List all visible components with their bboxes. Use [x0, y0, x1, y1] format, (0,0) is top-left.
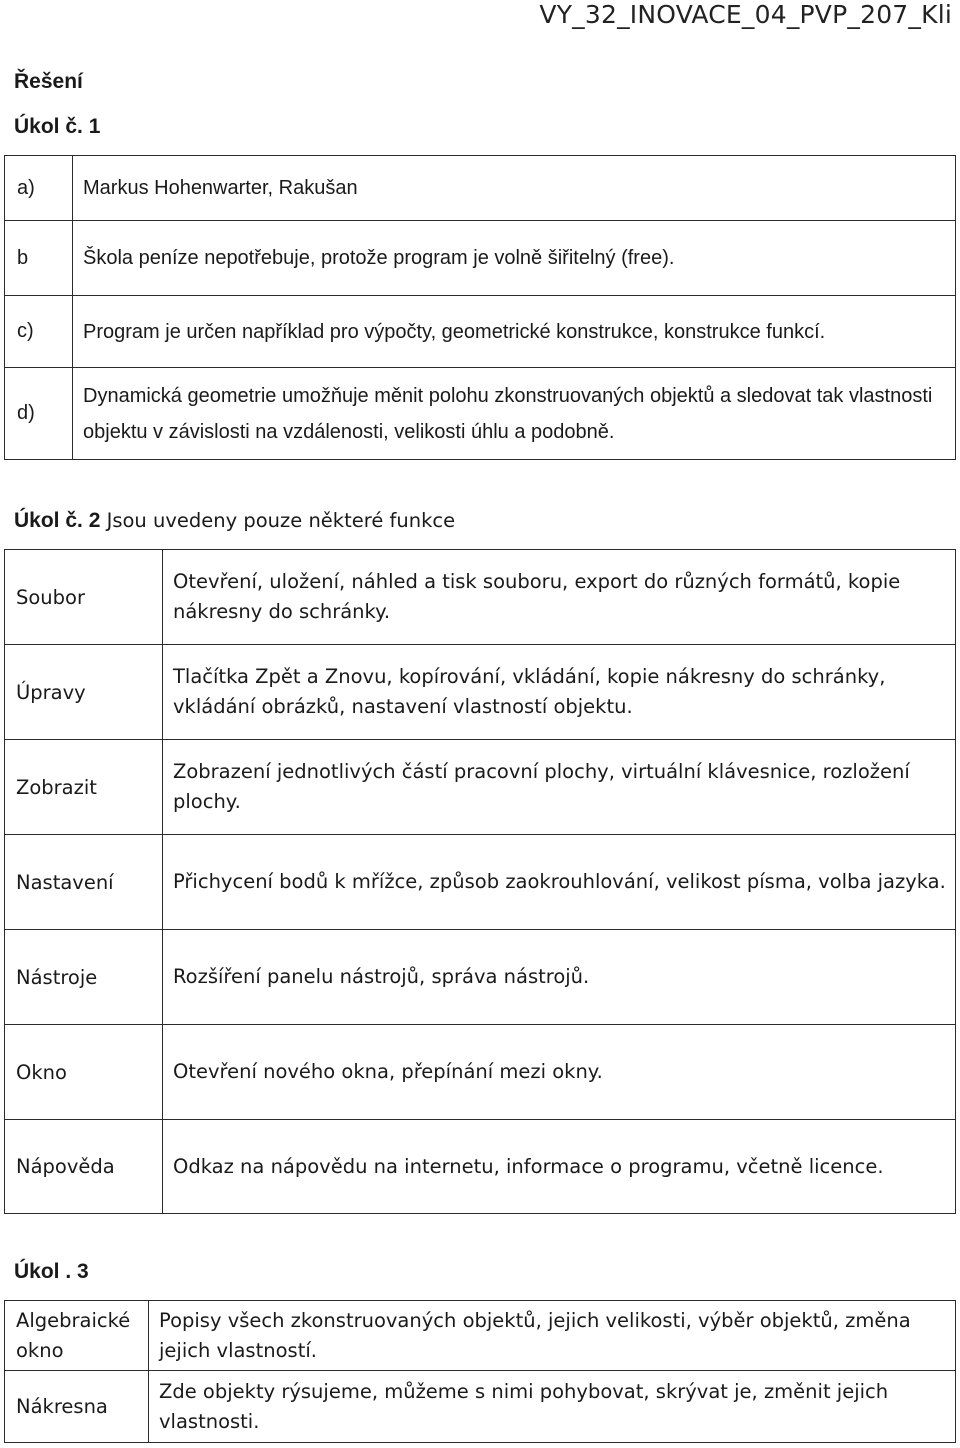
- row-label: Nákresna: [5, 1371, 149, 1443]
- table-row: [5, 1025, 956, 1120]
- row-text: Program je určen například pro výpočty, geometrické konstrukce, konstrukce funkcí.: [73, 296, 956, 368]
- task3-table: [4, 1300, 956, 1443]
- row-label: Úpravy: [5, 645, 163, 740]
- row-text: Dynamická geometrie umožňuje měnit polohu zkonstruovaných objektů a sledovat tak vlastnosti objektu v závislosti na vzdálenosti, velikosti úhlu a podobně.: [73, 368, 956, 460]
- row-label: a): [5, 156, 73, 221]
- task2-heading-label: Úkol č. 2: [14, 509, 101, 532]
- row-label: Zobrazit: [5, 740, 163, 835]
- task2-heading: [14, 509, 455, 533]
- table-row: [5, 156, 956, 221]
- row-text: Markus Hohenwarter, Rakušan: [73, 156, 956, 221]
- table-row: [5, 1371, 956, 1443]
- task2-table: [4, 549, 956, 1214]
- task1-heading: Úkol č. 1: [14, 115, 101, 138]
- table-row: [5, 835, 956, 930]
- row-label: Algebraické okno: [5, 1301, 149, 1371]
- row-label: Soubor: [5, 550, 163, 645]
- row-text: Odkaz na nápovědu na internetu, informace o programu, včetně licence.: [163, 1120, 956, 1214]
- row-label: Okno: [5, 1025, 163, 1120]
- row-text: Popisy všech zkonstruovaných objektů, jejich velikosti, výběr objektů, změna jejich vlastností.: [149, 1301, 956, 1371]
- row-label: Nápověda: [5, 1120, 163, 1214]
- row-label: Nastavení: [5, 835, 163, 930]
- row-text: Přichycení bodů k mřížce, způsob zaokrouhlování, velikost písma, volba jazyka.: [163, 835, 956, 930]
- row-text: Rozšíření panelu nástrojů, správa nástrojů.: [163, 930, 956, 1025]
- row-text: Otevření, uložení, náhled a tisk souboru, export do různých formátů, kopie nákresny do schránky.: [163, 550, 956, 645]
- table-row: [5, 221, 956, 296]
- table-row: [5, 645, 956, 740]
- row-label: c): [5, 296, 73, 368]
- table-row: [5, 1301, 956, 1371]
- table-row: [5, 1120, 956, 1214]
- row-text: Otevření nového okna, přepínání mezi okny.: [163, 1025, 956, 1120]
- task2-heading-note: Jsou uvedeny pouze některé funkce: [100, 509, 456, 532]
- table-row: [5, 740, 956, 835]
- row-text: Tlačítka Zpět a Znovu, kopírování, vkládání, kopie nákresny do schránky, vkládání obrázků, nastavení vlastností objektu.: [163, 645, 956, 740]
- row-label: d): [5, 368, 73, 460]
- row-text: Zobrazení jednotlivých částí pracovní plochy, virtuální klávesnice, rozložení plochy.: [163, 740, 956, 835]
- task3-heading: Úkol . 3: [14, 1260, 89, 1283]
- row-label: Nástroje: [5, 930, 163, 1025]
- row-label: b: [5, 221, 73, 296]
- solution-title: Řešení: [14, 70, 83, 93]
- row-text: Škola peníze nepotřebuje, protože program je volně šiřitelný (free).: [73, 221, 956, 296]
- task1-table: [4, 155, 956, 460]
- table-row: [5, 368, 956, 460]
- row-text: Zde objekty rýsujeme, můžeme s nimi pohybovat, skrývat je, změnit jejich vlastnosti.: [149, 1371, 956, 1443]
- document-code: VY_32_INOVACE_04_PVP_207_Kli: [539, 0, 952, 29]
- table-row: [5, 930, 956, 1025]
- table-row: [5, 550, 956, 645]
- table-row: [5, 296, 956, 368]
